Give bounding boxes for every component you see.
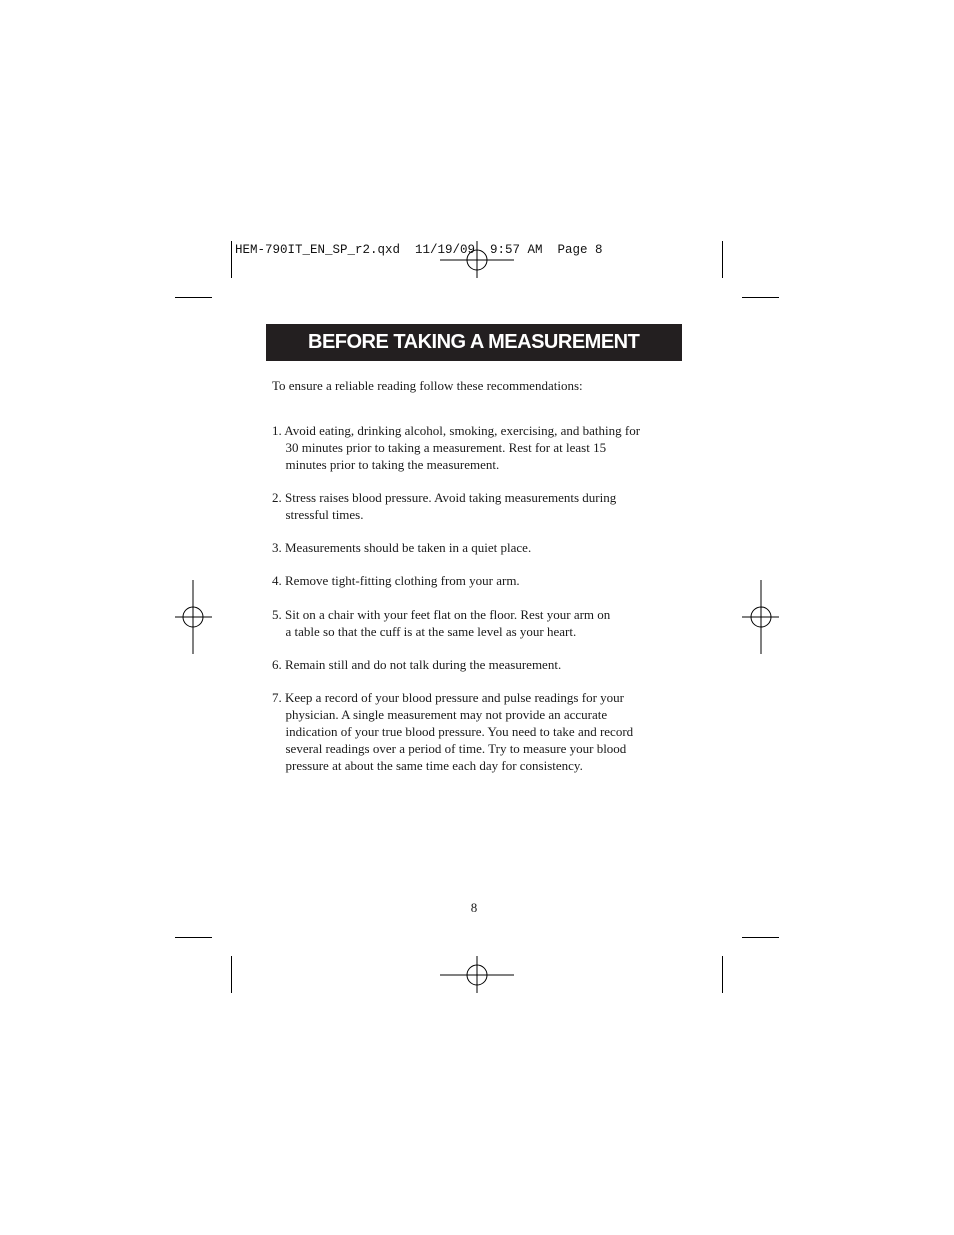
page-number: 8 [470, 900, 478, 915]
recommendation-line: 3. Measurements should be taken in a quiet place. [272, 540, 532, 555]
recommendation-item [272, 539, 692, 556]
recommendation-line: stressful times. [285, 507, 364, 522]
section-header [266, 324, 682, 361]
recommendation-line: 1. Avoid eating, drinking alcohol, smoking, exercising, and bathing for [272, 423, 641, 438]
recommendation-item [272, 422, 692, 473]
intro-text: To ensure a reliable reading follow these recommendations: [272, 378, 583, 393]
recommendation-line: 4. Remove tight-fitting clothing from your arm. [272, 573, 520, 588]
recommendation-line: 7. Keep a record of your blood pressure and pulse readings for your [272, 690, 624, 705]
recommendation-line: a table so that the cuff is at the same level as your heart. [285, 624, 577, 639]
recommendation-line: several readings over a period of time. Try to measure your blood [285, 741, 627, 756]
recommendation-line: indication of your true blood pressure. You need to take and record [285, 724, 634, 739]
recommendation-line: 6. Remain still and do not talk during the measurement. [272, 657, 562, 672]
recommendation-line: 30 minutes prior to taking a measurement. Rest for at least 15 [285, 440, 607, 455]
recommendation-item [272, 606, 692, 640]
section-title: BEFORE TAKING A MEASUREMENT [308, 331, 640, 353]
print-slug: HEM-790IT_EN_SP_r2.qxd 11/19/09 9:57 AM Page 8 [235, 243, 603, 257]
recommendation-item [272, 656, 692, 673]
recommendation-item [272, 489, 692, 523]
recommendation-line: 5. Sit on a chair with your feet flat on the floor. Rest your arm on [272, 607, 611, 622]
recommendation-line: pressure at about the same time each day for consistency. [285, 758, 583, 773]
recommendation-line: minutes prior to taking the measurement. [285, 457, 500, 472]
recommendation-item [272, 689, 692, 774]
recommendation-line: 2. Stress raises blood pressure. Avoid taking measurements during [272, 490, 617, 505]
recommendation-line: physician. A single measurement may not provide an accurate [285, 707, 608, 722]
recommendation-item [272, 572, 692, 589]
